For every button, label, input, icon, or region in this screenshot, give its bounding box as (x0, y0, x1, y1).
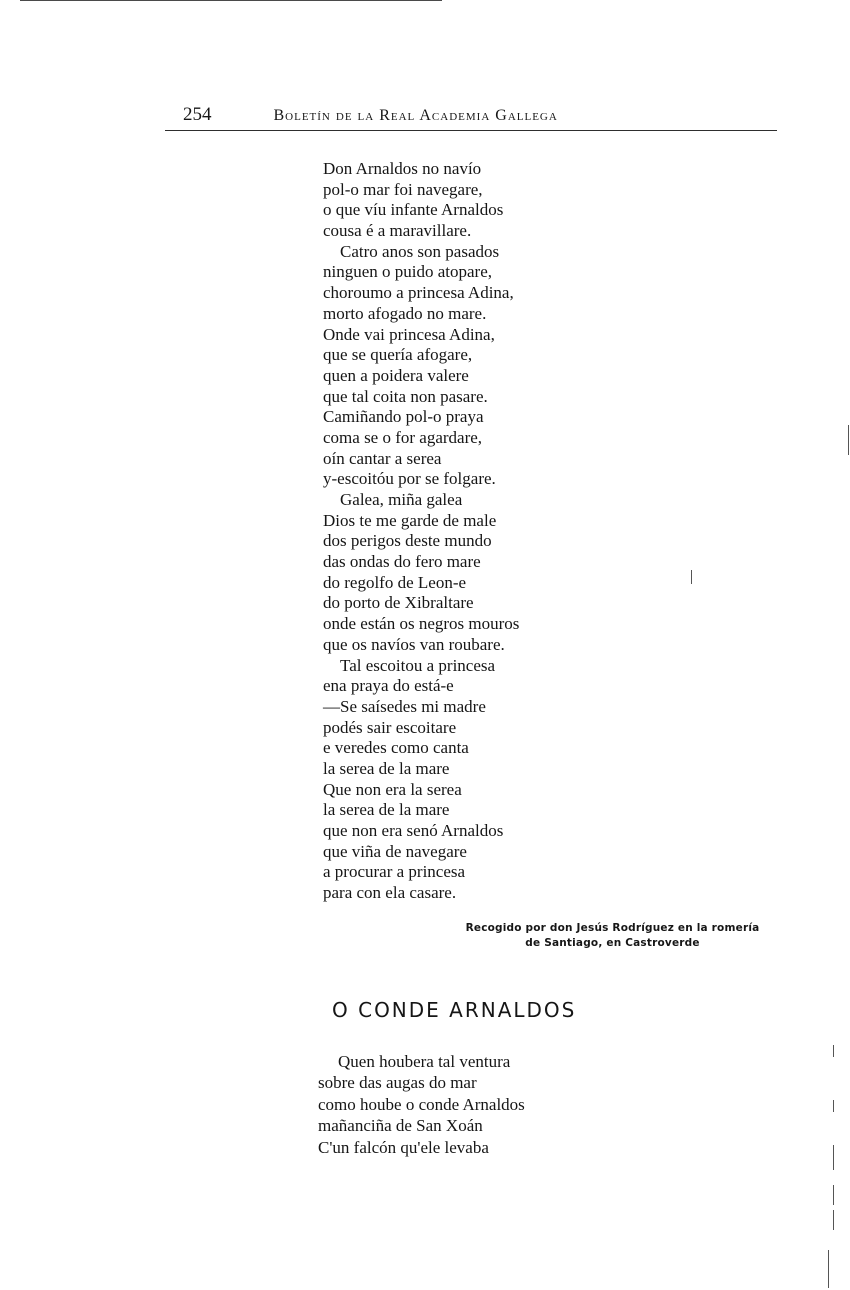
poem-line: y-escoitóu por se folgare. (323, 469, 496, 489)
poem-line: que tal coita non pasare. (323, 386, 488, 406)
poem-line: como hoube o conde Arnaldos (318, 1094, 525, 1114)
poem-line: o que víu infante Arnaldos (323, 200, 504, 220)
attribution-line-1: Recogido por don Jesús Rodríguez en la romería (465, 922, 760, 934)
poem-line: Tal escoitou a princesa (340, 655, 496, 675)
poem-line: la serea de la mare (323, 800, 450, 820)
poem-line: C'un falcón qu'ele levaba (318, 1137, 489, 1157)
poem-line: e veredes como canta (323, 738, 469, 758)
poem-line: Onde vai princesa Adina, (323, 324, 495, 344)
poem-line: cousa é a maravillare. (323, 221, 472, 241)
poem-line: ninguen o puido atopare, (323, 262, 493, 282)
margin-mark (833, 1100, 834, 1112)
margin-mark (833, 1210, 834, 1230)
poem-line: que viña de navegare (323, 841, 467, 861)
poem-line: Quen houbera tal ventura (338, 1052, 511, 1071)
poem-line: oín cantar a serea (323, 448, 442, 468)
poem-line: choroumo a princesa Adina, (323, 283, 514, 303)
poem-line: Que non era la serea (323, 779, 462, 799)
poem-line: morto afogado no mare. (323, 303, 487, 323)
poem-line: Camiñando pol-o praya (323, 407, 484, 427)
section-title: O CONDE ARNALDOS (332, 998, 577, 1022)
poem-line: a procurar a princesa (323, 862, 466, 882)
poem-line: Dios te me garde de male (323, 510, 497, 530)
margin-mark (833, 1045, 834, 1057)
poem-first (323, 159, 623, 904)
header-rule (165, 130, 777, 131)
poem-line: que se quería afogare, (323, 345, 473, 365)
poem-second (318, 1051, 618, 1158)
margin-mark (833, 1185, 834, 1205)
poem-line: onde están os negros mouros (323, 614, 520, 634)
margin-mark (828, 1250, 829, 1288)
poem-line: do porto de Xibraltare (323, 593, 474, 613)
page-number: 254 (183, 104, 212, 125)
poem-line: sobre das augas do mar (318, 1073, 477, 1093)
attribution (440, 921, 785, 951)
poem-line: —Se saísedes mi madre (323, 696, 486, 716)
poem-line: Catro anos son pasados (340, 241, 500, 261)
poem-line: dos perigos deste mundo (323, 531, 492, 551)
margin-mark (691, 570, 692, 584)
margin-mark (848, 425, 849, 455)
running-head: Boletín de la Real Academia Gallega (273, 107, 558, 124)
poem-line: quen a poidera valere (323, 365, 469, 385)
poem-line: das ondas do fero mare (323, 552, 481, 572)
poem-line: que os navíos van roubare. (323, 634, 505, 654)
poem-line: Galea, miña galea (340, 490, 463, 509)
top-edge-rule (20, 0, 442, 1)
poem-line: podés sair escoitare (323, 717, 457, 737)
margin-mark (833, 1145, 834, 1170)
attribution-line-2: de Santiago, en Castroverde (525, 937, 700, 949)
poem-line: para con ela casare. (323, 883, 457, 903)
poem-line: mañanciña de San Xoán (318, 1116, 483, 1136)
poem-line: Don Arnaldos no navío (323, 159, 482, 178)
poem-line: la serea de la mare (323, 758, 450, 778)
poem-line: que non era senó Arnaldos (323, 821, 504, 840)
poem-line: pol-o mar foi navegare, (323, 179, 483, 199)
page-header (183, 104, 653, 126)
poem-line: coma se o for agardare, (323, 427, 483, 447)
poem-line: ena praya do está-e (323, 676, 454, 696)
poem-line: do regolfo de Leon-e (323, 572, 467, 592)
